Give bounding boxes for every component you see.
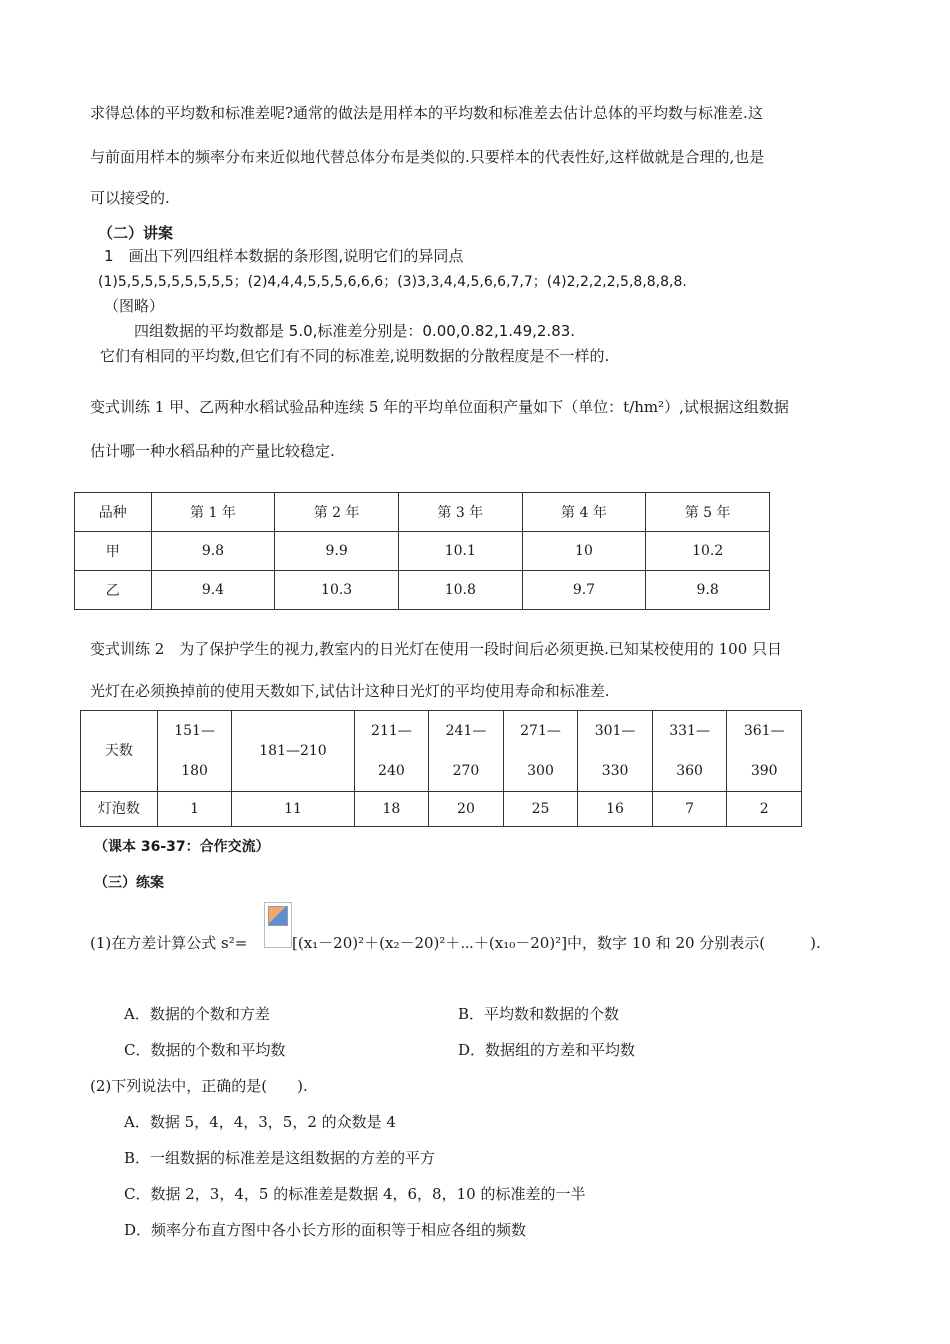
textbook-note: （课本 36-37：合作交流） (94, 839, 270, 855)
table-cell: 9.9 (275, 532, 399, 571)
q2-option-a: A．数据 5，4，4，3，5，2 的众数是 4 (124, 1113, 396, 1131)
q2-option-b: B．一组数据的标准差是这组数据的方差的平方 (124, 1149, 436, 1167)
table-cell (578, 711, 653, 792)
table-cell: 1 (157, 792, 232, 827)
range-start: 211— (371, 723, 412, 739)
range-start: 361— (743, 723, 785, 739)
missing-image-icon (264, 902, 292, 948)
range-end: 330 (601, 763, 629, 779)
table-cell: 10.3 (275, 571, 399, 610)
table-cell: 乙 (75, 571, 152, 610)
q1-option-b: B．平均数和数据的个数 (458, 1005, 620, 1023)
range-end: 270 (452, 763, 480, 779)
range-start: 241— (445, 723, 487, 739)
q2-option-c: C．数据 2，3，4，5 的标准差是数据 4，6，8，10 的标准差的一半 (124, 1185, 586, 1203)
table-cell: 9.8 (646, 571, 770, 610)
section2-figure-note: （图略） (104, 297, 165, 315)
section3-heading: （三）练案 (94, 875, 164, 891)
intro-line-1: 求得总体的平均数和标准差呢?通常的做法是用样本的平均数和标准差去估计总体的平均数与标准差.这 (90, 104, 763, 122)
table-cell (503, 711, 578, 792)
intro-line-3: 可以接受的. (90, 189, 170, 207)
table-cell: 甲 (75, 532, 152, 571)
table-cell (157, 711, 232, 792)
section2-question-1: 1 画出下列四组样本数据的条形图,说明它们的异同点 (104, 247, 464, 265)
table-header-cell: 第 2 年 (275, 493, 399, 532)
table-cell (232, 711, 354, 792)
table-row (81, 792, 802, 827)
section2-conclusion: 它们有相同的平均数,但它们有不同的标准差,说明数据的分散程度是不一样的. (100, 347, 610, 365)
table-cell: 20 (429, 792, 504, 827)
table-cell (652, 711, 727, 792)
table-cell: 16 (578, 792, 653, 827)
range-end: 360 (676, 763, 703, 779)
range-start: 271— (520, 723, 561, 739)
variance-question-prefix: (1)在方差计算公式 s²= (90, 934, 248, 952)
q2-option-d: D．频率分布直方图中各小长方形的面积等于相应各组的频数 (124, 1221, 527, 1239)
table-header-row (75, 493, 770, 532)
table-cell: 2 (727, 792, 802, 827)
table-cell: 11 (232, 792, 354, 827)
section2-mean-line: 四组数据的平均数都是 5.0,标准差分别是：0.00,0.82,1.49,2.83. (134, 322, 576, 340)
q1-option-c: C．数据的个数和平均数 (124, 1041, 286, 1059)
range-start: 181—210 (259, 743, 327, 759)
section2-data-line: (1)5,5,5,5,5,5,5,5,5；(2)4,4,4,5,5,5,6,6,6；(3)3,3,4,4,5,6,6,7,7；(4)2,2,2,2,5,8,8,8,8. (98, 274, 687, 290)
table-header-cell: 第 5 年 (646, 493, 770, 532)
table-cell (429, 711, 504, 792)
table-row-label: 天数 (81, 711, 158, 792)
range-end: 180 (181, 763, 208, 779)
variant1-line-1: 变式训练 1 甲、乙两种水稻试验品种连续 5 年的平均单位面积产量如下（单位：t/hm²）,试根据这组数据 (90, 398, 789, 416)
section2-heading: （二）讲案 (98, 224, 174, 242)
q1-option-d: D．数据组的方差和平均数 (458, 1041, 636, 1059)
table-header-cell: 第 4 年 (522, 493, 646, 532)
image-icon (268, 906, 288, 926)
range-start: 301— (594, 723, 636, 739)
lifetime-table (80, 710, 802, 827)
variant1-line-2: 估计哪一种水稻品种的产量比较稳定. (90, 442, 335, 460)
range-start: 151— (174, 723, 215, 739)
range-end: 390 (750, 763, 778, 779)
table-row (81, 711, 802, 792)
table-cell: 7 (652, 792, 727, 827)
table-header-cell: 品种 (75, 493, 152, 532)
table-cell: 10.2 (646, 532, 770, 571)
variance-question-formula: [(x₁－20)²＋(x₂－20)²＋⋯＋(x₁₀－20)²]中，数字 10 和 20 分别表示( ). (292, 934, 821, 952)
table-cell (727, 711, 802, 792)
table-row (75, 571, 770, 610)
table-cell: 10 (522, 532, 646, 571)
q2-stem: (2)下列说法中，正确的是( ). (90, 1077, 308, 1095)
range-end: 300 (527, 763, 554, 779)
table-cell (354, 711, 429, 792)
yield-table (74, 492, 770, 610)
table-cell: 9.4 (151, 571, 275, 610)
table-cell: 25 (503, 792, 578, 827)
table-header-cell: 第 1 年 (151, 493, 275, 532)
table-cell: 18 (354, 792, 429, 827)
range-end: 240 (378, 763, 405, 779)
variant2-line-1: 变式训练 2 为了保护学生的视力,教室内的日光灯在使用一段时间后必须更换.已知某校使用的 100 只日 (90, 640, 783, 658)
q1-option-a: A．数据的个数和方差 (124, 1005, 270, 1023)
range-start: 331— (669, 723, 710, 739)
table-cell: 10.1 (398, 532, 522, 571)
intro-line-2: 与前面用样本的频率分布来近似地代替总体分布是类似的.只要样本的代表性好,这样做就是合理的,也是 (90, 148, 765, 166)
table-row-label: 灯泡数 (81, 792, 158, 827)
table-cell: 9.7 (522, 571, 646, 610)
table-cell: 10.8 (398, 571, 522, 610)
variant2-line-2: 光灯在必须换掉前的使用天数如下,试估计这种日光灯的平均使用寿命和标准差. (90, 682, 610, 700)
table-row (75, 532, 770, 571)
table-header-cell: 第 3 年 (398, 493, 522, 532)
table-cell: 9.8 (151, 532, 275, 571)
